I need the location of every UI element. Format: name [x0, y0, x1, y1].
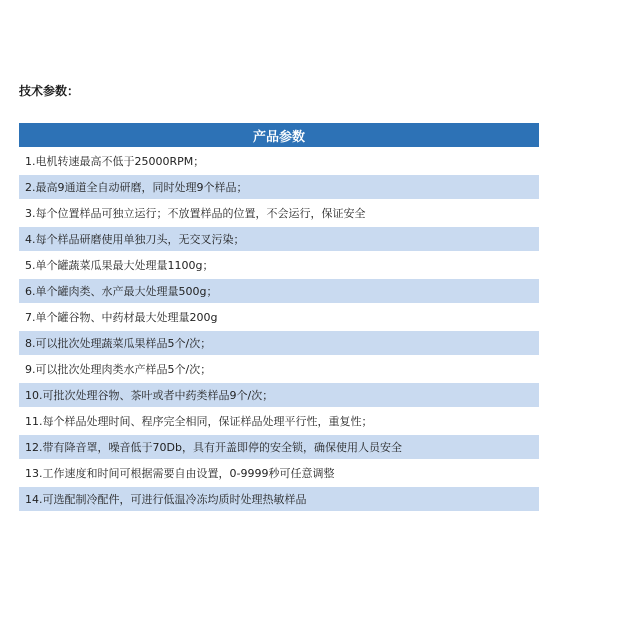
- table-row: [19, 304, 539, 330]
- spec-item: 7.单个罐谷物、中药材最大处理量200g: [19, 304, 539, 330]
- spec-item: 2.最高9通道全自动研磨，同时处理9个样品；: [19, 174, 539, 200]
- table-row: [19, 330, 539, 356]
- table-row: [19, 408, 539, 434]
- spec-item: 1.电机转速最高不低于25000RPM；: [19, 148, 539, 174]
- section-title: 技术参数：: [19, 84, 80, 98]
- table-row: [19, 382, 539, 408]
- spec-item: 12.带有降音罩，噪音低于70Db，具有开盖即停的安全锁，确保使用人员安全: [19, 434, 539, 460]
- spec-item: 4.每个样品研磨使用单独刀头，无交叉污染；: [19, 226, 539, 252]
- table-header: 产品参数: [19, 123, 539, 148]
- table-row: [19, 278, 539, 304]
- spec-item: 6.单个罐肉类、水产最大处理量500g；: [19, 278, 539, 304]
- spec-item: 5.单个罐蔬菜瓜果最大处理量1100g；: [19, 252, 539, 278]
- spec-item: 10.可批次处理谷物、茶叶或者中药类样品9个/次；: [19, 382, 539, 408]
- table-row: [19, 356, 539, 382]
- table-row: [19, 252, 539, 278]
- table-row: [19, 460, 539, 486]
- table-row: [19, 174, 539, 200]
- table-row: [19, 434, 539, 460]
- table-row: [19, 486, 539, 512]
- spec-item: 13.工作速度和时间可根据需要自由设置，0-9999秒可任意调整: [19, 460, 539, 486]
- spec-item: 14.可选配制冷配件，可进行低温冷冻均质时处理热敏样品: [19, 486, 539, 512]
- spec-item: 9.可以批次处理肉类水产样品5个/次；: [19, 356, 539, 382]
- spec-item: 3.每个位置样品可独立运行；不放置样品的位置，不会运行，保证安全: [19, 200, 539, 226]
- table-header-row: [19, 123, 539, 148]
- spec-item: 11.每个样品处理时间、程序完全相同，保证样品处理平行性，重复性；: [19, 408, 539, 434]
- table-row: [19, 148, 539, 174]
- table-row: [19, 200, 539, 226]
- spec-item: 8.可以批次处理蔬菜瓜果样品5个/次；: [19, 330, 539, 356]
- spec-table: [19, 123, 539, 513]
- table-row: [19, 226, 539, 252]
